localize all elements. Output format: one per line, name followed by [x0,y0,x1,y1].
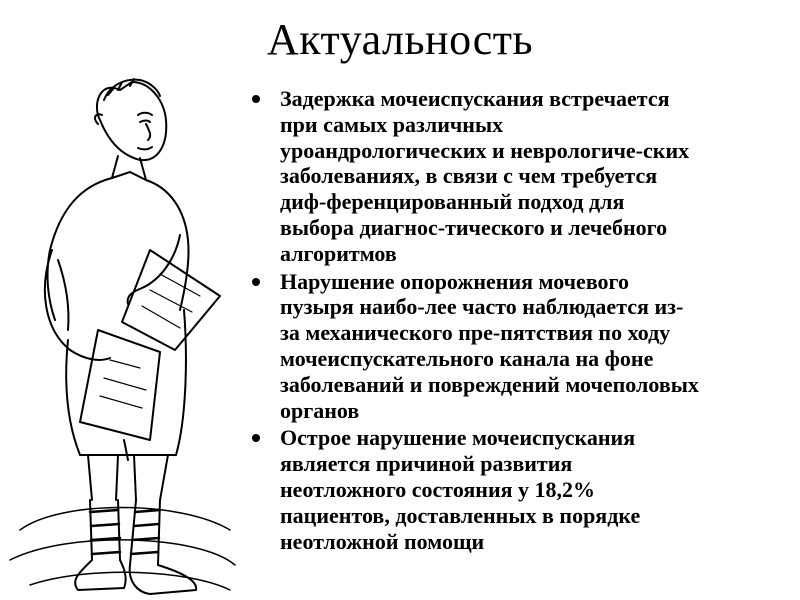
bullet-line: органов [280,397,360,423]
bullet-line: при самых различных [280,111,504,137]
bullet-line: пациентов, доставленных в порядке [280,502,641,528]
cartoon-man-with-papers-icon [0,60,240,600]
slide-title: Актуальность [266,15,534,64]
bullet-line: диф-ференцированный подход для [280,189,625,215]
bullet-list [248,86,796,556]
bullet-line: за механического пре-пятствия по ходу [280,320,671,346]
bullet-line: Острое нарушение мочеиспускания [280,425,636,451]
bullet-line: мочеиспускательного канала на фоне [280,345,654,371]
bullet-item [248,269,796,424]
bullet-line: неотложного состояния у 18,2% [280,476,596,502]
bullet-item [248,425,796,554]
bullet-line: выбора диагнос-тического и лечебного [280,214,668,240]
bullet-line: пузыря наибо-лее часто наблюдается из- [280,294,684,320]
bullet-line: уроандрологических и неврологиче-ских [280,137,690,163]
bullet-line: алгоритмов [280,240,397,266]
bullet-line: Задержка мочеиспускания встречается [280,86,670,111]
bullet-dot-icon [252,278,260,286]
bullet-line: является причиной развития [280,451,573,477]
bullet-line: заболеваниях, в связи с чем требуется [280,163,658,189]
bullet-item [248,86,796,267]
bullet-line: неотложной помощи [280,528,485,554]
bullet-line: Нарушение опорожнения мочевого [280,268,629,294]
bullet-dot-icon [252,434,260,442]
bullet-line: заболеваний и повреждений мочеполовых [280,371,699,397]
bullet-dot-icon [252,95,260,103]
